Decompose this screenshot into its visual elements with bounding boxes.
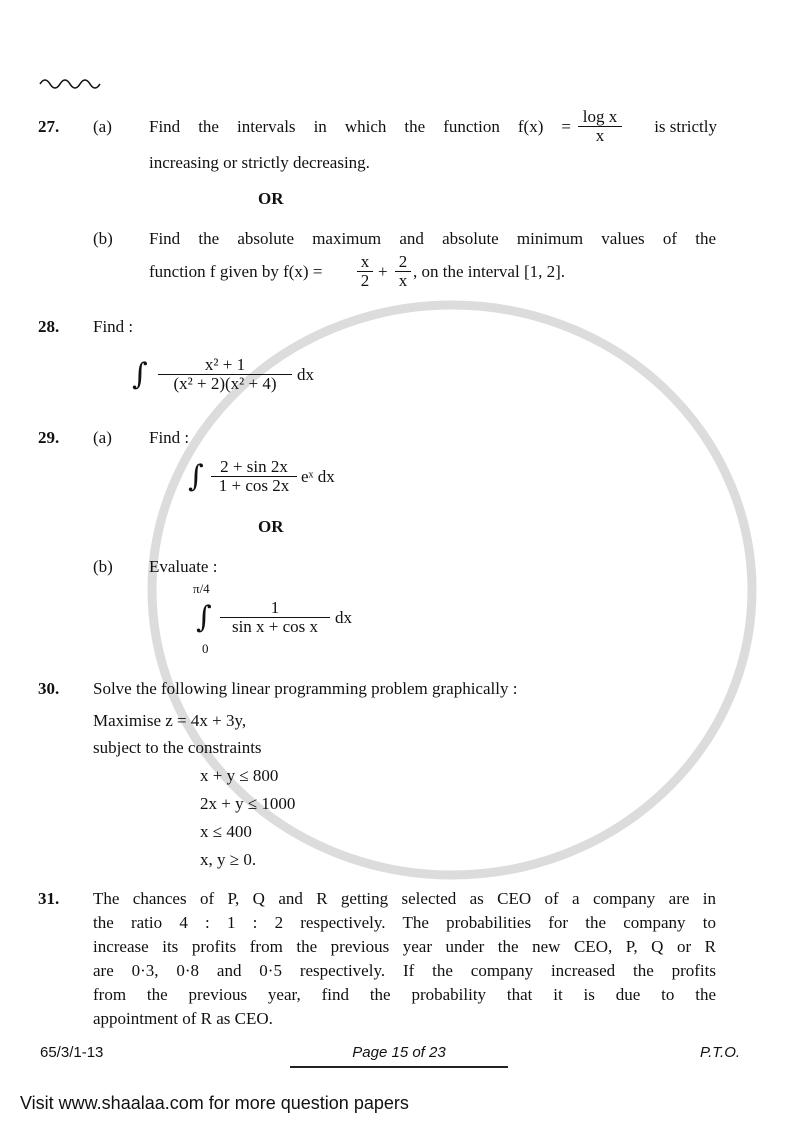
q27a-text-2: increasing or strictly decreasing. [149, 153, 370, 172]
integral-sign: ∫ [188, 459, 204, 494]
q30-subject: subject to the constraints [93, 738, 262, 757]
q30-objective: Maximise z = 4x + 3y, [93, 711, 247, 730]
q29a-text: Find : [149, 428, 190, 447]
q29b-text: Evaluate : [149, 557, 218, 576]
q27b-text: Find the absolute maximum and absolute minimum values of the [149, 229, 716, 248]
q31-line: The chances of P, Q and R getting selected as CEO of a company are in [93, 889, 716, 908]
constraint: x, y ≥ 0. [200, 850, 257, 869]
q29-number: 29. [38, 428, 60, 447]
page-number: Page 15 of 23 [290, 1043, 508, 1068]
denominator: 1 + cos 2x [218, 476, 290, 495]
constraint: x + y ≤ 800 [200, 766, 279, 785]
constraint: 2x + y ≤ 1000 [200, 794, 296, 813]
denominator: sin x + cos x [231, 617, 319, 636]
q28-fraction [158, 356, 292, 393]
numerator: 2 [395, 253, 411, 272]
paper-code: 65/3/1-13 [40, 1044, 104, 1061]
numerator: 2 + sin 2x [211, 458, 297, 477]
pto-label: P.T.O. [700, 1044, 741, 1061]
denominator: x [595, 126, 605, 145]
q28-text: Find : [93, 317, 134, 336]
constraint: x ≤ 400 [200, 822, 252, 841]
q29a-fraction [211, 458, 297, 495]
dx: dx [297, 365, 314, 384]
q31-line: are 0·3, 0·8 and 0·5 respectively. If the company increased the profits [93, 961, 716, 980]
squiggle-icon [38, 74, 102, 90]
q31-line: appointment of R as CEO. [93, 1009, 273, 1028]
q27a-text: Find the intervals in which the function f(x) = [149, 117, 571, 136]
lower-limit: 0 [202, 641, 209, 656]
visit-link[interactable]: Visit www.shaalaa.com for more question papers [20, 1093, 409, 1113]
q29b-label: (b) [93, 557, 113, 576]
q31-number: 31. [38, 889, 60, 908]
q27-number: 27. [38, 117, 60, 136]
q27b-label: (b) [93, 229, 113, 248]
q27a-fraction [578, 108, 622, 145]
integral-sign: ∫ [132, 357, 148, 392]
integral-sign: ∫ [196, 600, 212, 635]
or-label: OR [258, 189, 284, 208]
or-label: OR [258, 517, 284, 536]
q29a-tail: eˣ dx [301, 467, 335, 486]
q27b-fraction-1 [357, 253, 373, 290]
q27b-text-2: function f given by f(x) = [149, 262, 323, 281]
denominator: 2 [360, 271, 370, 290]
numerator: 1 [220, 599, 330, 618]
q27b-text-end: , on the interval [1, 2]. [413, 262, 566, 281]
q30-number: 30. [38, 679, 60, 698]
q31-line: from the previous year, find the probability that it is due to the [93, 985, 716, 1004]
q29b-fraction [220, 599, 330, 636]
plus-sign: + [378, 262, 388, 281]
numerator: x [357, 253, 373, 272]
dx: dx [335, 608, 352, 627]
numerator: x² + 1 [158, 356, 292, 375]
q31-line: the ratio 4 : 1 : 2 respectively. The probabilities for the company to [93, 913, 716, 932]
upper-limit: π/4 [193, 581, 210, 596]
q31-line: increase its profits from the previous year under the new CEO, P, Q or R [93, 937, 716, 956]
q28-number: 28. [38, 317, 60, 336]
denominator: x [398, 271, 408, 290]
numerator: log x [578, 108, 622, 127]
denominator: (x² + 2)(x² + 4) [173, 374, 277, 393]
q27b-fraction-2 [395, 253, 411, 290]
q27a-text-end: is strictly [654, 117, 717, 136]
q27a-label: (a) [93, 117, 112, 136]
q29a-label: (a) [93, 428, 112, 447]
q30-text: Solve the following linear programming problem graphically : [93, 679, 518, 698]
